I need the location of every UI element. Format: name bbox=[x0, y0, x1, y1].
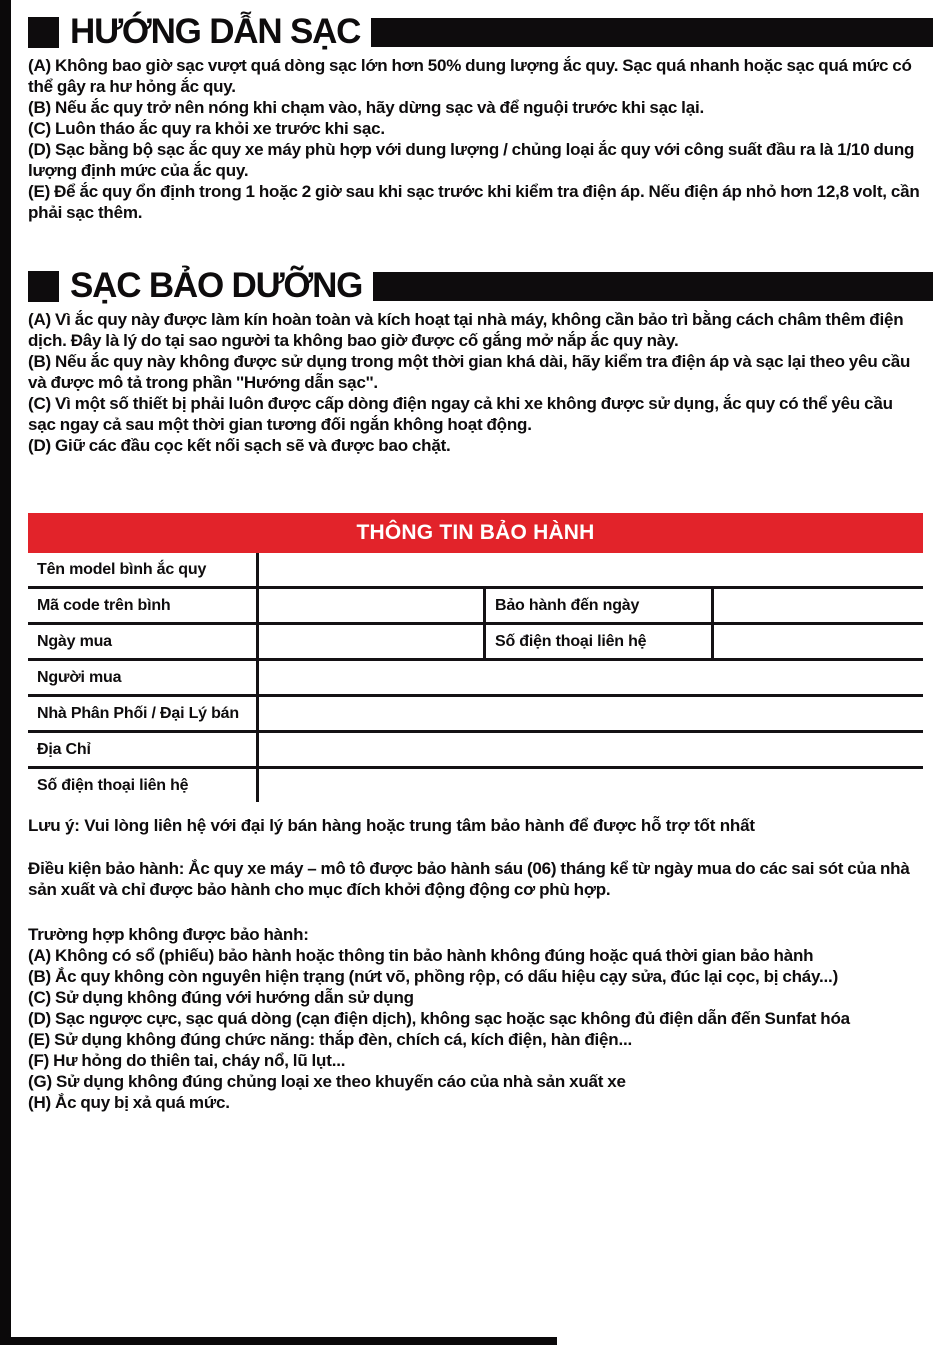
table-row-distributor bbox=[28, 697, 923, 733]
maintenance-charging-paragraphs bbox=[28, 309, 921, 456]
table-row-purchase-date-and-phone bbox=[28, 625, 923, 661]
row-value-blank bbox=[256, 733, 923, 766]
section-title-maintenance: SẠC BẢO DƯỠNG bbox=[70, 266, 363, 305]
row-value-blank bbox=[711, 589, 923, 622]
paragraph-d: (D) Giữ các đầu cọc kết nối sạch sẽ và được bao chặt. bbox=[28, 436, 451, 455]
scan-edge-bottom-bar bbox=[0, 1337, 557, 1345]
row-label: Số điện thoại liên hệ bbox=[37, 776, 189, 794]
exclusion-item-c: (C) Sử dụng không đúng với hướng dẫn sử dụng bbox=[28, 988, 414, 1007]
table-row-contact-phone bbox=[28, 769, 923, 802]
exclusion-item-d: (D) Sạc ngược cực, sạc quá dòng (cạn điện dịch), không sạc hoặc sạc không đủ điện dẫn đến Sunfat hóa bbox=[28, 1009, 850, 1028]
table-row-model-name bbox=[28, 553, 923, 589]
row-value-blank bbox=[256, 553, 923, 586]
warranty-conditions: Điều kiện bảo hành: Ắc quy xe máy – mô tô được bảo hành sáu (06) tháng kể từ ngày mua do các sai sót của nhà sản xuất và chỉ được bảo hành cho mục đích khởi động động cơ phù hợp. bbox=[28, 859, 910, 899]
exclusions-heading: Trường hợp không được bảo hành: bbox=[28, 925, 309, 944]
section-title-charging: HƯỚNG DẪN SẠC bbox=[70, 12, 361, 51]
exclusion-item-b: (B) Ắc quy không còn nguyên hiện trạng (nứt võ, phồng rộp, có dấu hiệu cạy sửa, đúc lại cọc, bị cháy...) bbox=[28, 967, 839, 986]
black-square-bullet-icon bbox=[28, 17, 59, 48]
exclusion-item-e: (E) Sử dụng không đúng chức năng: thắp đèn, chích cá, kích điện, hàn điện... bbox=[28, 1030, 633, 1049]
row-label-secondary: Bảo hành đến ngày bbox=[483, 589, 711, 622]
paragraph-c: (C) Vì một số thiết bị phải luôn được cấp dòng điện ngay cả khi xe không được sử dụng, ắc quy có thể yêu cầu sạc ngay cả sau một thời gian tương đối ngắn không hoạt động. bbox=[28, 394, 893, 434]
paragraph-d: (D) Sạc bằng bộ sạc ắc quy xe máy phù hợp với dung lượng / chủng loại ắc quy với công suất đầu ra là 1/10 dung lượng định mức của ắc quy. bbox=[28, 140, 915, 180]
exclusion-item-g: (G) Sử dụng không đúng chủng loại xe theo khuyến cáo của nhà sản xuất xe bbox=[28, 1072, 626, 1091]
row-label: Ngày mua bbox=[37, 632, 112, 650]
table-row-code-and-warranty-date bbox=[28, 589, 923, 625]
row-label: Tên model bình ắc quy bbox=[37, 560, 207, 578]
row-value-blank bbox=[256, 589, 483, 622]
paragraph-e: (E) Để ắc quy ổn định trong 1 hoặc 2 giờ sau khi sạc trước khi kiểm tra điện áp. Nếu điện áp nhỏ hơn 12,8 volt, cần phải sạc thêm. bbox=[28, 182, 920, 222]
row-value-blank bbox=[256, 769, 923, 802]
table-row-address bbox=[28, 733, 923, 769]
paragraph-a: (A) Vì ắc quy này được làm kín hoàn toàn và kích hoạt tại nhà máy, không cần bảo trì bằng cách châm thêm điện dịch. Đây là lý do tại sao người ta không bao giờ được cố gắng mở nắp ắc quy này. bbox=[28, 310, 904, 350]
support-note: Lưu ý: Vui lòng liên hệ với đại lý bán hàng hoặc trung tâm bảo hành để được hỗ trợ tốt nhất bbox=[28, 816, 755, 835]
row-value-blank bbox=[256, 625, 483, 658]
exclusion-item-a: (A) Không có sổ (phiếu) bảo hành hoặc thông tin bảo hành không đúng hoặc quá thời gian bảo hành bbox=[28, 946, 814, 965]
paragraph-c: (C) Luôn tháo ắc quy ra khỏi xe trước khi sạc. bbox=[28, 119, 385, 138]
page-content bbox=[28, 0, 921, 1113]
warranty-exclusions bbox=[28, 924, 921, 1113]
paragraph-a: (A) Không bao giờ sạc vượt quá dòng sạc lớn hơn 50% dung lượng ắc quy. Sạc quá nhanh hoặc sạc quá mức có thể gây ra hư hỏng ắc quy. bbox=[28, 56, 912, 96]
section-header-charging-instructions bbox=[28, 12, 921, 51]
row-label: Địa Chỉ bbox=[37, 740, 91, 758]
paragraph-b: (B) Nếu ắc quy trở nên nóng khi chạm vào, hãy dừng sạc và để nguội trước khi sạc lại. bbox=[28, 98, 705, 117]
exclusion-item-h: (H) Ắc quy bị xả quá mức. bbox=[28, 1093, 230, 1112]
row-label-secondary: Số điện thoại liên hệ bbox=[483, 625, 711, 658]
row-label: Người mua bbox=[37, 668, 122, 686]
charging-instructions-paragraphs bbox=[28, 55, 921, 223]
header-rule-bar bbox=[373, 272, 933, 301]
header-rule-bar bbox=[371, 18, 933, 47]
row-label: Nhà Phân Phối / Đại Lý bán bbox=[37, 704, 239, 722]
row-value-blank bbox=[711, 625, 923, 658]
scan-edge-left-bar bbox=[0, 0, 11, 1345]
warranty-info-table bbox=[28, 513, 923, 802]
paragraph-b: (B) Nếu ắc quy này không được sử dụng trong một thời gian khá dài, hãy kiểm tra điện áp và sạc lại theo yêu cầu và được mô tả trong phần ''Hướng dẫn sạc''. bbox=[28, 352, 911, 392]
section-header-maintenance-charging bbox=[28, 266, 921, 305]
warranty-table-title: THÔNG TIN BẢO HÀNH bbox=[28, 513, 923, 553]
exclusion-item-f: (F) Hư hỏng do thiên tai, cháy nổ, lũ lụt... bbox=[28, 1051, 346, 1070]
table-row-buyer bbox=[28, 661, 923, 697]
black-square-bullet-icon bbox=[28, 271, 59, 302]
row-value-blank bbox=[256, 661, 923, 694]
row-label: Mã code trên bình bbox=[37, 596, 171, 614]
row-value-blank bbox=[256, 697, 923, 730]
